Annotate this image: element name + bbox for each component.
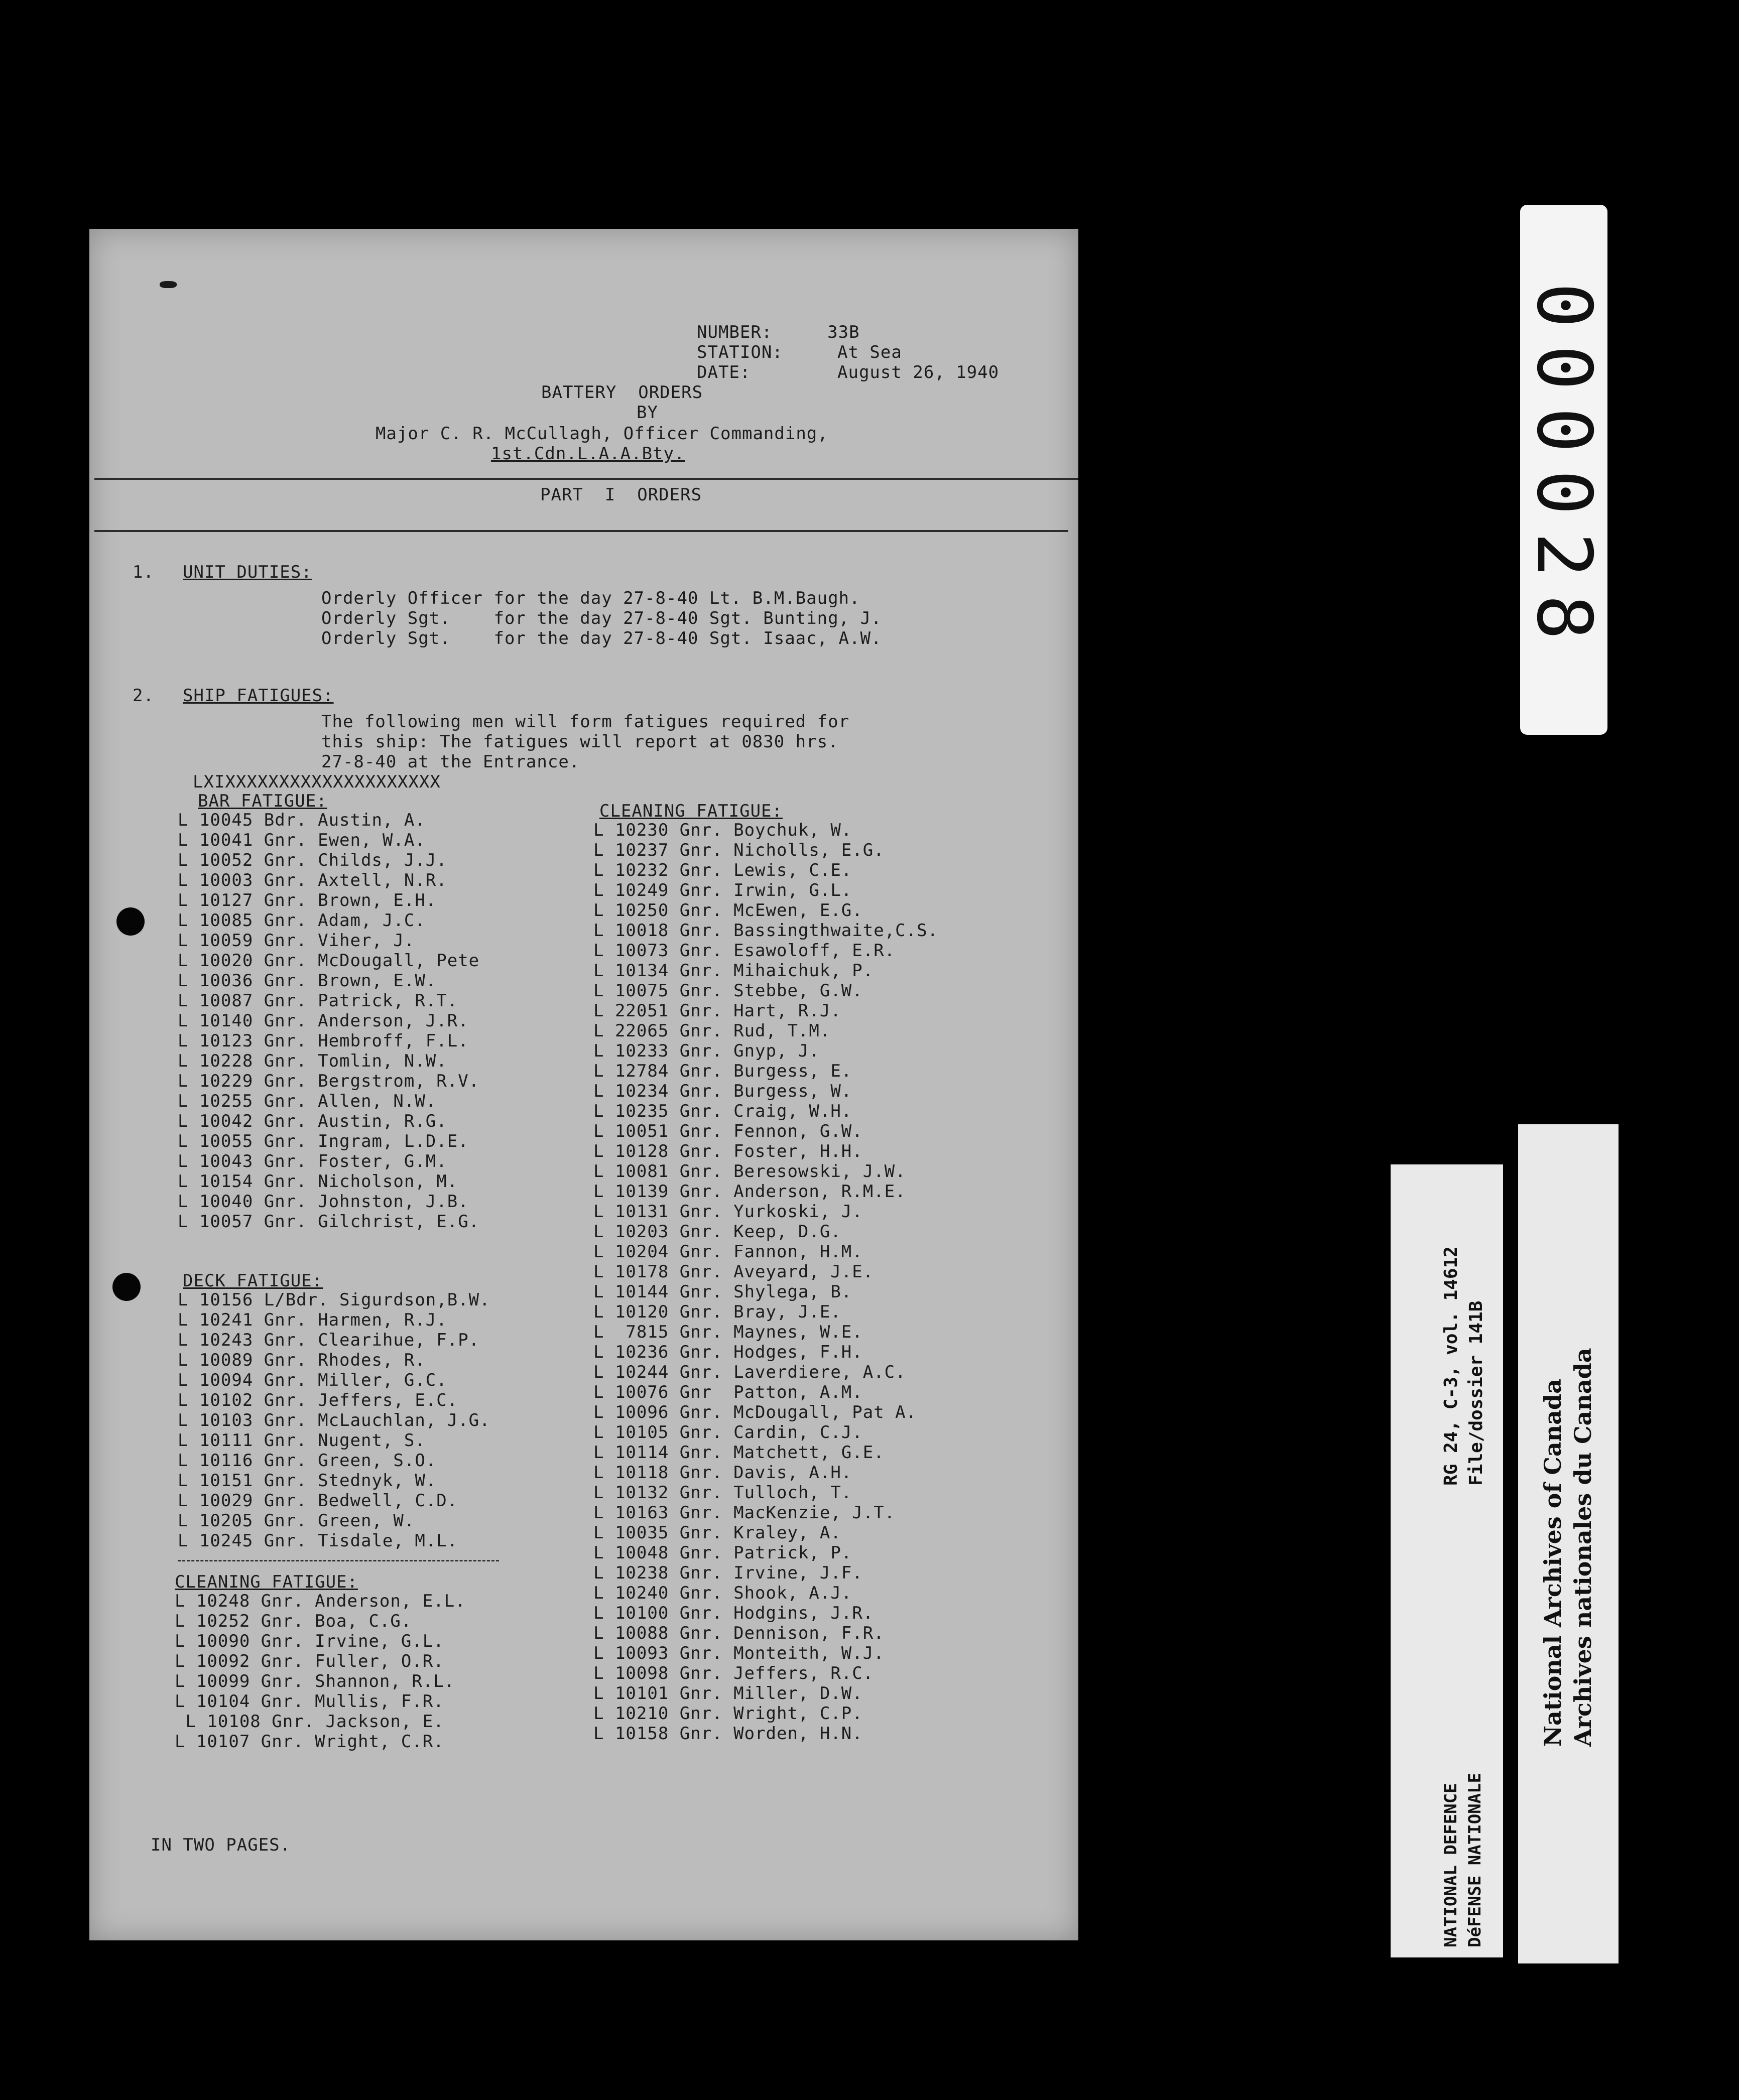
list-item: L 10093 Gnr. Monteith, W.J. xyxy=(593,1643,885,1663)
list-item: L 10158 Gnr. Worden, H.N. xyxy=(593,1724,863,1744)
section-number: 1. xyxy=(133,562,154,582)
list-item: L 10036 Gnr. Brown, E.W. xyxy=(178,971,437,991)
list-item: L 7815 Gnr. Maynes, W.E. xyxy=(593,1322,863,1342)
list-item: L 10087 Gnr. Patrick, R.T. xyxy=(178,991,458,1011)
list-item: L 10116 Gnr. Green, S.O. xyxy=(178,1451,437,1471)
list-item: L 10057 Gnr. Gilchrist, E.G. xyxy=(178,1212,480,1232)
list-item: L 10238 Gnr. Irvine, J.F. xyxy=(593,1563,863,1583)
list-item: L 10250 Gnr. McEwen, E.G. xyxy=(593,900,863,921)
list-item: L 10229 Gnr. Bergstrom, R.V. xyxy=(178,1071,480,1091)
list-item: L 10107 Gnr. Wright, C.R. xyxy=(175,1732,444,1752)
list-item: L 10111 Gnr. Nugent, S. xyxy=(178,1430,426,1451)
archives-name-en: National Archives of Canada xyxy=(1539,1379,1566,1747)
list-item: L 10104 Gnr. Mullis, F.R. xyxy=(175,1691,444,1712)
struck-text: LXIXXXXXXXXXXXXXXXXXXXX xyxy=(193,772,441,792)
duty-line: Orderly Sgt. for the day 27-8-40 Sgt. Bunting, J. xyxy=(321,608,882,628)
list-item: L 10241 Gnr. Harmen, R.J. xyxy=(178,1310,447,1330)
list-item: L 10101 Gnr. Miller, D.W. xyxy=(593,1683,863,1703)
list-item: L 10055 Gnr. Ingram, L.D.E. xyxy=(178,1131,469,1151)
list-item: L 10123 Gnr. Hembroff, F.L. xyxy=(178,1031,469,1051)
list-item: L 10252 Gnr. Boa, C.G. xyxy=(175,1611,412,1631)
list-item: L 10029 Gnr. Bedwell, C.D. xyxy=(178,1491,458,1511)
cleaning-fatigue-heading: CLEANING FATIGUE: xyxy=(599,801,783,821)
officer-line: Major C. R. McCullagh, Officer Commanding, xyxy=(376,424,828,444)
list-item: L 10140 Gnr. Anderson, J.R. xyxy=(178,1011,469,1031)
list-item: L 10088 Gnr. Dennison, F.R. xyxy=(593,1623,885,1643)
list-item: L 10089 Gnr. Rhodes, R. xyxy=(178,1350,426,1370)
list-item: L 10237 Gnr. Nicholls, E.G. xyxy=(593,840,885,860)
bar-fatigue-heading: BAR FATIGUE: xyxy=(198,791,327,811)
list-item: L 10045 Bdr. Austin, A. xyxy=(178,810,426,830)
fatigue-instruction: The following men will form fatigues required for xyxy=(321,712,850,732)
list-item: L 10102 Gnr. Jeffers, E.C. xyxy=(178,1390,458,1410)
list-item: L 10120 Gnr. Bray, J.E. xyxy=(593,1302,841,1322)
list-item: L 10139 Gnr. Anderson, R.M.E. xyxy=(593,1182,906,1202)
list-item: L 10052 Gnr. Childs, J.J. xyxy=(178,850,447,870)
number-label: NUMBER: xyxy=(697,322,773,342)
list-item: L 10204 Gnr. Fannon, H.M. xyxy=(593,1242,863,1262)
list-item: L 10075 Gnr. Stebbe, G.W. xyxy=(593,981,863,1001)
list-item: L 10228 Gnr. Tomlin, N.W. xyxy=(178,1051,447,1071)
list-item: L 10099 Gnr. Shannon, R.L. xyxy=(175,1671,455,1691)
fatigue-instruction: 27-8-40 at the Entrance. xyxy=(321,752,580,772)
divider xyxy=(94,530,1068,532)
list-item: L 10098 Gnr. Jeffers, R.C. xyxy=(593,1663,874,1683)
department-fr: DéFENSE NATIONALE xyxy=(1465,1773,1485,1947)
section-heading: UNIT DUTIES: xyxy=(183,562,312,582)
cleaning-fatigue-list-right xyxy=(593,820,938,1744)
reference-line: File/dossier 141B xyxy=(1466,1300,1486,1486)
station-label: STATION: xyxy=(697,342,783,362)
archives-label xyxy=(1518,1124,1619,1963)
frame-number-stamp xyxy=(1520,205,1607,735)
unit-line: 1st.Cdn.L.A.A.Bty. xyxy=(491,444,685,464)
list-item: L 10134 Gnr. Mihaichuk, P. xyxy=(593,961,874,981)
list-item: L 10092 Gnr. Fuller, O.R. xyxy=(175,1651,444,1671)
archive-reference-label xyxy=(1391,1164,1503,1957)
list-item: L 10205 Gnr. Green, W. xyxy=(178,1511,415,1531)
frame-number: 000028 xyxy=(1520,283,1608,657)
list-item: L 10210 Gnr. Wright, C.P. xyxy=(593,1703,863,1724)
list-item: L 10003 Gnr. Axtell, N.R. xyxy=(178,870,447,890)
punch-hole xyxy=(116,907,145,936)
list-item: L 10144 Gnr. Shylega, B. xyxy=(593,1282,852,1302)
list-item: L 10151 Gnr. Stednyk, W. xyxy=(178,1471,437,1491)
list-item: L 10018 Gnr. Bassingthwaite,C.S. xyxy=(593,921,939,941)
list-item: L 10154 Gnr. Nicholson, M. xyxy=(178,1171,458,1192)
section-heading: SHIP FATIGUES: xyxy=(183,686,334,706)
cleaning-fatigue-list-left xyxy=(175,1591,466,1752)
list-item: L 10042 Gnr. Austin, R.G. xyxy=(178,1111,447,1131)
list-item: L 10243 Gnr. Clearihue, F.P. xyxy=(178,1330,480,1350)
department-en: NATIONAL DEFENCE xyxy=(1441,1783,1461,1947)
list-item: L 10230 Gnr. Boychuk, W. xyxy=(593,820,852,840)
list-item: L 10128 Gnr. Foster, H.H. xyxy=(593,1141,863,1161)
list-item: L 10245 Gnr. Tisdale, M.L. xyxy=(178,1531,458,1551)
deck-fatigue-list xyxy=(178,1290,490,1551)
divider xyxy=(94,478,1078,480)
list-item: L 10073 Gnr. Esawoloff, E.R. xyxy=(593,941,896,961)
list-item: L 10090 Gnr. Irvine, G.L. xyxy=(175,1631,444,1651)
list-item: L 22051 Gnr. Hart, R.J. xyxy=(593,1001,841,1021)
list-item: L 10132 Gnr. Tulloch, T. xyxy=(593,1483,852,1503)
list-item: L 10105 Gnr. Cardin, C.J. xyxy=(593,1422,863,1442)
list-item: L 10048 Gnr. Patrick, P. xyxy=(593,1543,852,1563)
list-item: L 10108 Gnr. Jackson, E. xyxy=(175,1712,444,1732)
list-item: L 10255 Gnr. Allen, N.W. xyxy=(178,1091,437,1111)
list-item: L 10244 Gnr. Laverdiere, A.C. xyxy=(593,1362,906,1382)
list-item: L 10051 Gnr. Fennon, G.W. xyxy=(593,1121,863,1141)
list-item: L 10040 Gnr. Johnston, J.B. xyxy=(178,1192,469,1212)
list-item: L 10118 Gnr. Davis, A.H. xyxy=(593,1463,852,1483)
list-item: L 22065 Gnr. Rud, T.M. xyxy=(593,1021,831,1041)
number-value: 33B xyxy=(827,322,860,342)
list-item: L 10081 Gnr. Beresowski, J.W. xyxy=(593,1161,906,1182)
list-item: L 10236 Gnr. Hodges, F.H. xyxy=(593,1342,863,1362)
document-title: BATTERY ORDERS xyxy=(541,382,703,403)
deck-fatigue-heading: DECK FATIGUE: xyxy=(183,1271,323,1291)
list-item: L 10203 Gnr. Keep, D.G. xyxy=(593,1222,841,1242)
list-item: L 10156 L/Bdr. Sigurdson,B.W. xyxy=(178,1290,490,1310)
list-item: L 10233 Gnr. Gnyp, J. xyxy=(593,1041,820,1061)
list-item: L 10249 Gnr. Irwin, G.L. xyxy=(593,880,852,900)
list-item: L 10096 Gnr. McDougall, Pat A. xyxy=(593,1402,917,1422)
list-item: L 10094 Gnr. Miller, G.C. xyxy=(178,1370,447,1390)
duty-line: Orderly Sgt. for the day 27-8-40 Sgt. Isaac, A.W. xyxy=(321,628,882,648)
list-item: L 10076 Gnr Patton, A.M. xyxy=(593,1382,863,1402)
punch-hole xyxy=(112,1273,141,1301)
list-item: L 10041 Gnr. Ewen, W.A. xyxy=(178,830,426,850)
archives-name-fr: Archives nationales du Canada xyxy=(1569,1348,1596,1747)
list-item: L 10240 Gnr. Shook, A.J. xyxy=(593,1583,852,1603)
date-value: August 26, 1940 xyxy=(837,362,1000,382)
list-item: L 10178 Gnr. Aveyard, J.E. xyxy=(593,1262,874,1282)
date-label: DATE: xyxy=(697,362,751,382)
list-item: L 10020 Gnr. McDougall, Pete xyxy=(178,951,480,971)
list-item: L 12784 Gnr. Burgess, E. xyxy=(593,1061,852,1081)
part-heading: PART I ORDERS xyxy=(540,485,702,505)
list-item: L 10085 Gnr. Adam, J.C. xyxy=(178,910,426,931)
bar-fatigue-list xyxy=(178,810,479,1232)
list-item: L 10127 Gnr. Brown, E.H. xyxy=(178,890,437,910)
list-item: L 10059 Gnr. Viher, J. xyxy=(178,931,415,951)
list-item: L 10234 Gnr. Burgess, W. xyxy=(593,1081,852,1101)
list-item: L 10163 Gnr. MacKenzie, J.T. xyxy=(593,1503,896,1523)
duty-line: Orderly Officer for the day 27-8-40 Lt. B.M.Baugh. xyxy=(321,588,860,608)
list-item: L 10114 Gnr. Matchett, G.E. xyxy=(593,1442,885,1463)
dashed-divider xyxy=(178,1560,499,1561)
document-page xyxy=(89,229,1078,1940)
list-item: L 10131 Gnr. Yurkoski, J. xyxy=(593,1202,863,1222)
fatigue-instruction: this ship: The fatigues will report at 0830 hrs. xyxy=(321,732,839,752)
list-item: L 10043 Gnr. Foster, G.M. xyxy=(178,1151,447,1171)
list-item: L 10235 Gnr. Craig, W.H. xyxy=(593,1101,852,1121)
list-item: L 10248 Gnr. Anderson, E.L. xyxy=(175,1591,466,1611)
page-count-note: IN TWO PAGES. xyxy=(151,1835,291,1855)
list-item: L 10100 Gnr. Hodgins, J.R. xyxy=(593,1603,874,1623)
ink-smudge xyxy=(160,281,177,288)
list-item: L 10035 Gnr. Kraley, A. xyxy=(593,1523,841,1543)
station-value: At Sea xyxy=(837,342,902,362)
list-item: L 10103 Gnr. McLauchlan, J.G. xyxy=(178,1410,490,1430)
reference-line: RG 24, C-3, vol. 14612 xyxy=(1441,1246,1461,1486)
section-number: 2. xyxy=(133,686,154,706)
list-item: L 10232 Gnr. Lewis, C.E. xyxy=(593,860,852,880)
cleaning-fatigue-heading: CLEANING FATIGUE: xyxy=(175,1572,358,1592)
by-line: BY xyxy=(637,403,658,423)
